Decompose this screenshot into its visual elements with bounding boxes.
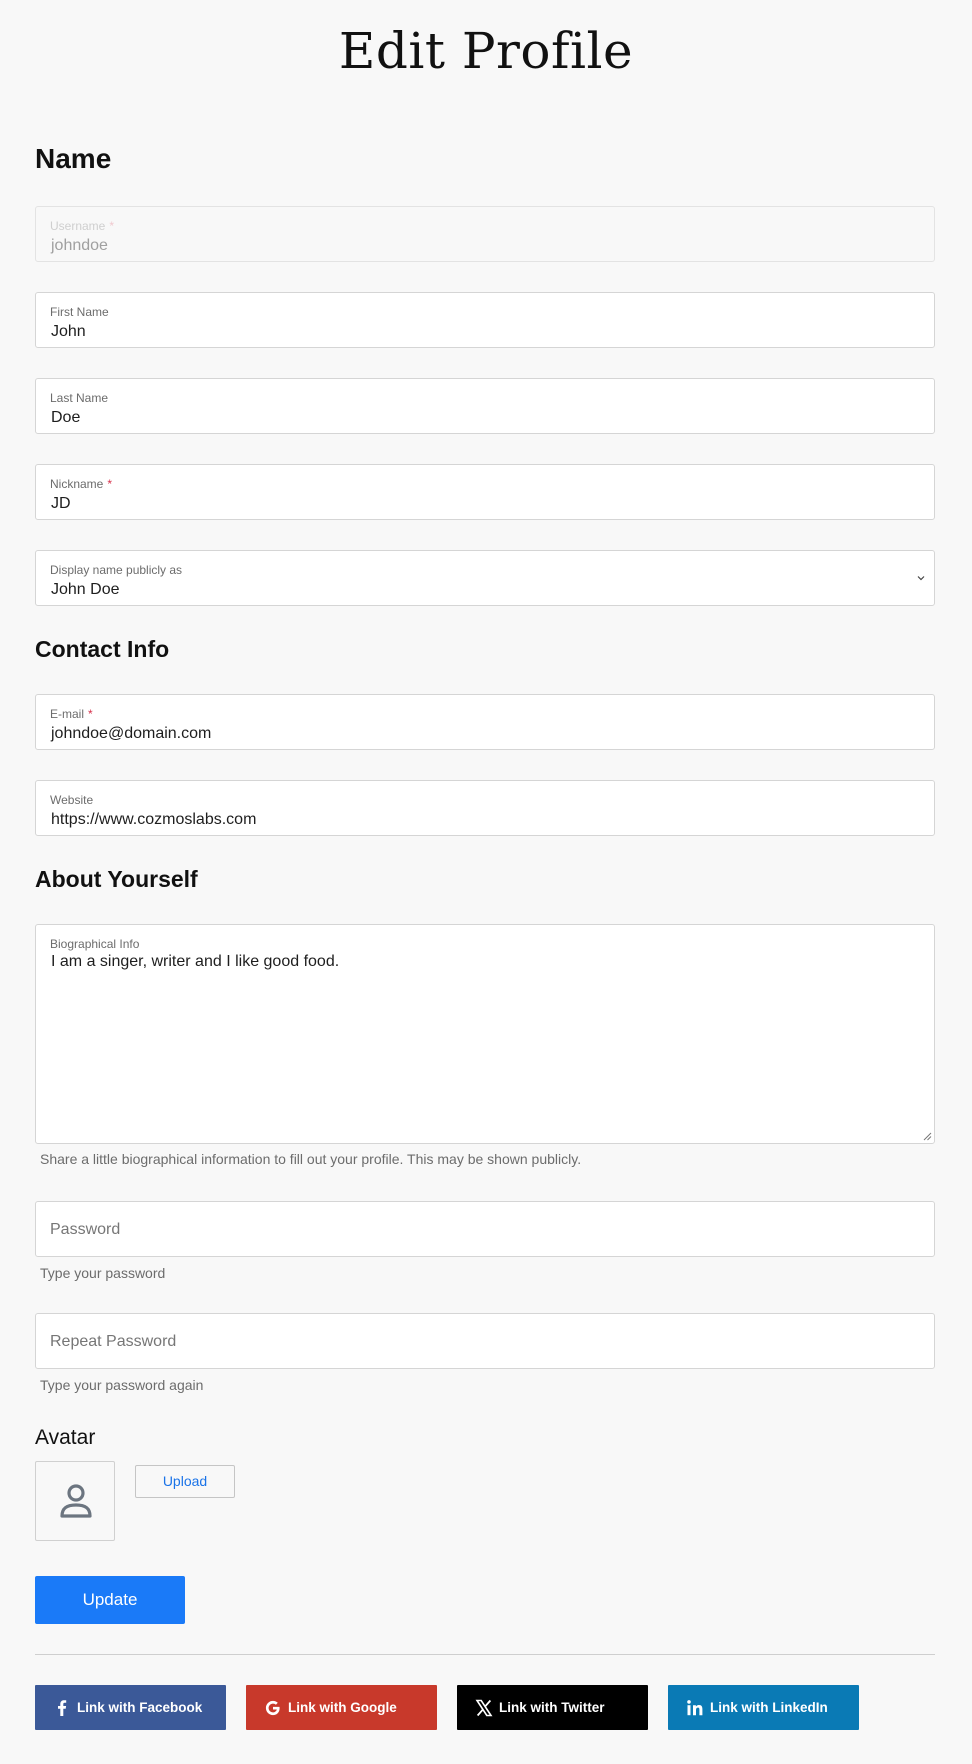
last-name-label: Last Name — [50, 391, 109, 405]
password-hint: Type your password — [40, 1265, 166, 1281]
link-facebook-button[interactable]: Link with Facebook — [35, 1685, 226, 1730]
email-label: E-mail * — [50, 707, 93, 721]
username-value: johndoe — [51, 237, 108, 254]
link-twitter-button[interactable]: Link with Twitter — [457, 1685, 648, 1730]
bio-label: Biographical Info — [50, 937, 140, 951]
display-name-select[interactable] — [35, 550, 935, 606]
avatar — [35, 1461, 115, 1541]
section-title-about: About Yourself — [35, 866, 198, 892]
bio-hint: Share a little biographical information to fill out your profile. This may be shown publicly. — [40, 1151, 582, 1167]
linkedin-icon — [684, 1697, 706, 1719]
link-linkedin-button[interactable]: Link with LinkedIn — [668, 1685, 859, 1730]
link-google-button[interactable]: Link with Google — [246, 1685, 437, 1730]
email-field[interactable] — [35, 694, 935, 750]
facebook-icon — [51, 1697, 73, 1719]
username-field — [35, 206, 935, 262]
website-field[interactable] — [35, 780, 935, 836]
display-name-value[interactable]: John Doe — [51, 581, 120, 598]
nickname-value[interactable]: JD — [51, 495, 71, 512]
resize-handle-icon[interactable] — [923, 1132, 932, 1141]
display-name-label: Display name publicly as — [50, 563, 183, 577]
nickname-label: Nickname * — [50, 477, 113, 491]
section-title-contact: Contact Info — [35, 636, 170, 662]
first-name-label: First Name — [50, 305, 109, 319]
google-icon — [262, 1697, 284, 1719]
bio-value[interactable]: I am a singer, writer and I like good food. — [51, 953, 340, 970]
password-placeholder: Password — [50, 1221, 121, 1238]
section-title-avatar: Avatar — [35, 1426, 96, 1449]
bio-textarea[interactable] — [35, 924, 935, 1144]
required-mark: * — [109, 219, 115, 233]
last-name-value[interactable]: Doe — [51, 409, 81, 426]
first-name-value[interactable]: John — [51, 323, 86, 340]
required-mark: * — [107, 477, 113, 491]
repeat-password-placeholder: Repeat Password — [50, 1333, 177, 1350]
last-name-field[interactable] — [35, 378, 935, 434]
repeat-password-input[interactable] — [35, 1313, 935, 1369]
chevron-down-icon[interactable] — [916, 573, 926, 583]
first-name-field[interactable] — [35, 292, 935, 348]
update-button[interactable]: Update — [35, 1576, 185, 1624]
website-value[interactable]: https://www.cozmoslabs.com — [51, 811, 257, 828]
username-label: Username * — [50, 219, 115, 233]
email-value[interactable]: johndoe@domain.com — [51, 725, 212, 742]
upload-button[interactable]: Upload — [135, 1465, 235, 1498]
user-icon — [59, 1483, 93, 1519]
website-label: Website — [50, 793, 94, 807]
repeat-password-hint: Type your password again — [40, 1377, 204, 1393]
x-icon — [473, 1697, 495, 1719]
section-title-name: Name — [35, 143, 112, 174]
page-title: Edit Profile — [338, 22, 634, 80]
divider — [35, 1654, 935, 1655]
nickname-field[interactable] — [35, 464, 935, 520]
password-input[interactable] — [35, 1201, 935, 1257]
required-mark: * — [88, 707, 93, 721]
